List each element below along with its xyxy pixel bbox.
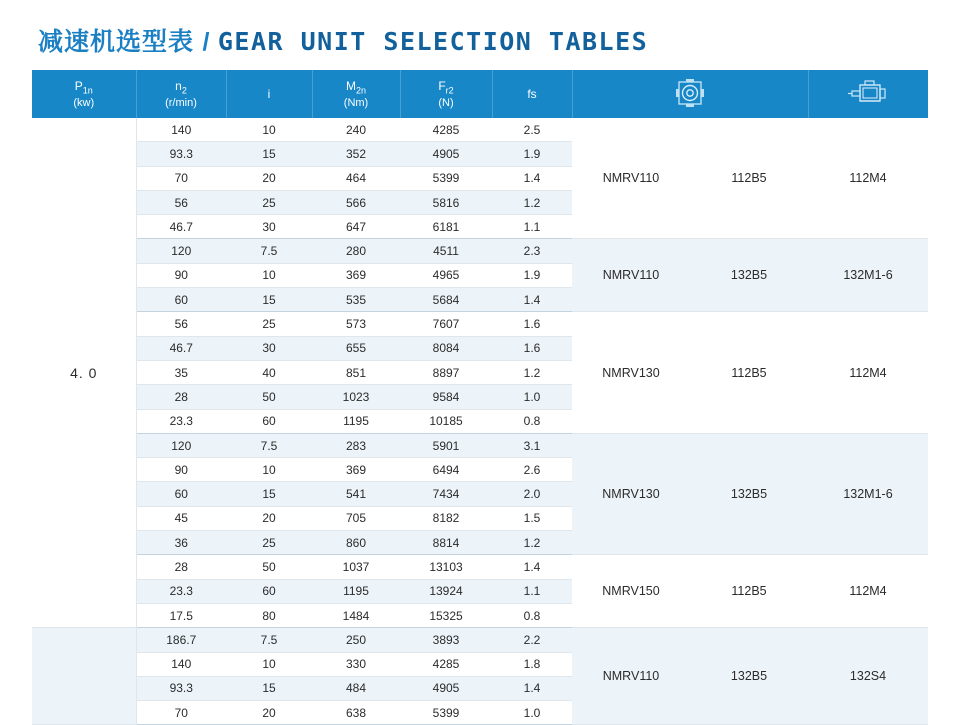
- cell-fs: 1.9: [492, 142, 572, 166]
- cell-flange-size: 132B5: [690, 433, 808, 554]
- cell-n2: 90: [136, 263, 226, 287]
- cell-fs: 2.2: [492, 628, 572, 652]
- column-header-fs: [492, 70, 572, 118]
- cell-fr2: 4285: [400, 652, 492, 676]
- cell-motor-model: 112M4: [808, 312, 928, 433]
- cell-fr2: 5399: [400, 701, 492, 725]
- cell-m2n: 240: [312, 118, 400, 142]
- cell-fs: 1.9: [492, 263, 572, 287]
- table-row: [32, 628, 928, 652]
- column-header-n2-sub: 2: [181, 85, 187, 96]
- cell-flange-size: 112B5: [690, 555, 808, 628]
- cell-fs: 1.4: [492, 676, 572, 700]
- cell-m2n: 573: [312, 312, 400, 336]
- cell-fs: 1.8: [492, 652, 572, 676]
- table-header: [32, 70, 928, 118]
- cell-n2: 60: [136, 288, 226, 312]
- cell-fr2: 4965: [400, 263, 492, 287]
- table-row: [32, 239, 928, 263]
- cell-fr2: 3893: [400, 628, 492, 652]
- cell-n2: 93.3: [136, 142, 226, 166]
- cell-n2: 140: [136, 118, 226, 142]
- cell-n2: 36: [136, 531, 226, 555]
- cell-fs: 1.2: [492, 531, 572, 555]
- page-title-cn: 减速机选型表: [38, 28, 195, 56]
- cell-fr2: 5816: [400, 190, 492, 214]
- cell-m2n: 330: [312, 652, 400, 676]
- cell-fr2: 10185: [400, 409, 492, 433]
- cell-m2n: 283: [312, 433, 400, 457]
- cell-i: 80: [226, 603, 312, 627]
- cell-m2n: 1195: [312, 409, 400, 433]
- cell-i: 25: [226, 531, 312, 555]
- cell-m2n: 1037: [312, 555, 400, 579]
- cell-i: 15: [226, 288, 312, 312]
- cell-n2: 23.3: [136, 579, 226, 603]
- gearbox-icon: [673, 78, 707, 111]
- cell-n2: 70: [136, 701, 226, 725]
- cell-gearbox-model: NMRV110: [572, 118, 690, 239]
- cell-fs: 2.0: [492, 482, 572, 506]
- cell-fr2: 8814: [400, 531, 492, 555]
- cell-fs: 1.0: [492, 385, 572, 409]
- column-header-i: [226, 70, 312, 118]
- column-header-i-main: i: [267, 87, 271, 101]
- cell-fs: 1.4: [492, 288, 572, 312]
- cell-fs: 1.1: [492, 215, 572, 239]
- cell-i: 30: [226, 215, 312, 239]
- cell-m2n: 851: [312, 360, 400, 384]
- cell-m2n: 566: [312, 190, 400, 214]
- cell-motor-model: 112M4: [808, 555, 928, 628]
- cell-gearbox-model: NMRV110: [572, 628, 690, 725]
- cell-n2: 28: [136, 385, 226, 409]
- cell-i: 60: [226, 579, 312, 603]
- cell-i: 25: [226, 190, 312, 214]
- cell-n2: 56: [136, 312, 226, 336]
- cell-fs: 2.6: [492, 458, 572, 482]
- cell-fr2: 4905: [400, 676, 492, 700]
- cell-n2: 23.3: [136, 409, 226, 433]
- cell-fr2: 5901: [400, 433, 492, 457]
- table-row: [32, 312, 928, 336]
- cell-fs: 1.6: [492, 336, 572, 360]
- table-row: [32, 555, 928, 579]
- cell-motor-model: 132S4: [808, 628, 928, 725]
- cell-i: 60: [226, 409, 312, 433]
- cell-fr2: 6494: [400, 458, 492, 482]
- cell-i: 7.5: [226, 628, 312, 652]
- cell-flange-size: 132B5: [690, 239, 808, 312]
- column-header-fr2-main: F: [438, 79, 446, 94]
- cell-m2n: 369: [312, 263, 400, 287]
- cell-i: 10: [226, 263, 312, 287]
- cell-fs: 1.4: [492, 555, 572, 579]
- cell-flange-size: 132B5: [690, 628, 808, 725]
- cell-fs: 1.0: [492, 701, 572, 725]
- cell-motor-model: 132M1-6: [808, 239, 928, 312]
- column-header-p1n: [32, 70, 136, 118]
- cell-n2: 60: [136, 482, 226, 506]
- cell-i: 7.5: [226, 433, 312, 457]
- cell-fr2: 4511: [400, 239, 492, 263]
- cell-fr2: 5684: [400, 288, 492, 312]
- motor-icon: [847, 78, 889, 111]
- cell-m2n: 1023: [312, 385, 400, 409]
- cell-flange-size: 112B5: [690, 312, 808, 433]
- cell-i: 7.5: [226, 239, 312, 263]
- page-title-en: GEAR UNIT SELECTION TABLES: [217, 27, 649, 56]
- cell-fr2: 15325: [400, 603, 492, 627]
- cell-m2n: 705: [312, 506, 400, 530]
- cell-i: 50: [226, 385, 312, 409]
- cell-i: 20: [226, 506, 312, 530]
- cell-i: 20: [226, 166, 312, 190]
- cell-m2n: 280: [312, 239, 400, 263]
- cell-m2n: 484: [312, 676, 400, 700]
- cell-fs: 2.3: [492, 239, 572, 263]
- cell-fs: 1.5: [492, 506, 572, 530]
- column-header-n2-main: n: [175, 79, 182, 94]
- cell-fr2: 7607: [400, 312, 492, 336]
- cell-n2: 46.7: [136, 215, 226, 239]
- cell-m2n: 860: [312, 531, 400, 555]
- column-header-gearbox: [572, 70, 808, 118]
- cell-motor-model: 132M1-6: [808, 433, 928, 554]
- cell-n2: 120: [136, 239, 226, 263]
- power-rating-cell-next: [32, 628, 136, 725]
- cell-fs: 3.1: [492, 433, 572, 457]
- cell-fs: 2.5: [492, 118, 572, 142]
- cell-m2n: 638: [312, 701, 400, 725]
- cell-i: 30: [226, 336, 312, 360]
- cell-fs: 1.1: [492, 579, 572, 603]
- column-header-fr2-sub: r2: [445, 85, 454, 96]
- cell-fr2: 5399: [400, 166, 492, 190]
- selection-table-wrapper: [32, 70, 928, 725]
- cell-fr2: 13103: [400, 555, 492, 579]
- cell-i: 40: [226, 360, 312, 384]
- cell-n2: 90: [136, 458, 226, 482]
- cell-i: 15: [226, 482, 312, 506]
- column-header-fs-main: fs: [527, 87, 537, 101]
- cell-fs: 1.4: [492, 166, 572, 190]
- column-header-m2n-sub: 2n: [355, 85, 366, 96]
- cell-m2n: 352: [312, 142, 400, 166]
- cell-fr2: 8084: [400, 336, 492, 360]
- cell-flange-size: 112B5: [690, 118, 808, 239]
- column-header-motor: [808, 70, 928, 118]
- cell-motor-model: 112M4: [808, 118, 928, 239]
- cell-fr2: 9584: [400, 385, 492, 409]
- cell-i: 10: [226, 118, 312, 142]
- cell-gearbox-model: NMRV110: [572, 239, 690, 312]
- table-header-row: [32, 70, 928, 118]
- cell-fs: 1.2: [492, 190, 572, 214]
- cell-m2n: 1484: [312, 603, 400, 627]
- cell-fr2: 8897: [400, 360, 492, 384]
- gear-unit-selection-table: [32, 70, 928, 725]
- cell-fs: 0.8: [492, 603, 572, 627]
- cell-gearbox-model: NMRV130: [572, 433, 690, 554]
- cell-fr2: 13924: [400, 579, 492, 603]
- cell-m2n: 535: [312, 288, 400, 312]
- page-title: [0, 0, 960, 70]
- cell-m2n: 464: [312, 166, 400, 190]
- cell-fr2: 4905: [400, 142, 492, 166]
- cell-m2n: 250: [312, 628, 400, 652]
- cell-m2n: 369: [312, 458, 400, 482]
- power-rating-cell: 4. 0: [32, 118, 136, 628]
- page-title-separator: /: [202, 28, 210, 56]
- column-header-p1n-main: P: [74, 79, 83, 94]
- cell-fr2: 6181: [400, 215, 492, 239]
- column-header-fr2: [400, 70, 492, 118]
- cell-i: 15: [226, 142, 312, 166]
- column-header-n2: [136, 70, 226, 118]
- table-body: [32, 118, 928, 725]
- cell-n2: 140: [136, 652, 226, 676]
- cell-n2: 56: [136, 190, 226, 214]
- cell-n2: 120: [136, 433, 226, 457]
- cell-i: 10: [226, 458, 312, 482]
- cell-n2: 28: [136, 555, 226, 579]
- cell-gearbox-model: NMRV130: [572, 312, 690, 433]
- cell-m2n: 541: [312, 482, 400, 506]
- column-header-m2n-main: M: [345, 79, 356, 94]
- cell-fs: 1.2: [492, 360, 572, 384]
- cell-i: 20: [226, 701, 312, 725]
- column-header-n2-unit: (r/min): [165, 96, 197, 109]
- cell-i: 15: [226, 676, 312, 700]
- cell-fr2: 7434: [400, 482, 492, 506]
- column-header-p1n-unit: (kw): [73, 96, 95, 109]
- cell-i: 25: [226, 312, 312, 336]
- table-row: [32, 118, 928, 142]
- cell-i: 10: [226, 652, 312, 676]
- cell-n2: 186.7: [136, 628, 226, 652]
- column-header-m2n-unit: (Nm): [343, 96, 369, 109]
- cell-i: 50: [226, 555, 312, 579]
- cell-n2: 70: [136, 166, 226, 190]
- column-header-fr2-unit: (N): [438, 96, 454, 109]
- column-header-m2n: [312, 70, 400, 118]
- cell-n2: 46.7: [136, 336, 226, 360]
- cell-fr2: 8182: [400, 506, 492, 530]
- table-row: [32, 433, 928, 457]
- cell-n2: 45: [136, 506, 226, 530]
- cell-m2n: 647: [312, 215, 400, 239]
- cell-m2n: 1195: [312, 579, 400, 603]
- cell-fs: 0.8: [492, 409, 572, 433]
- cell-n2: 93.3: [136, 676, 226, 700]
- cell-gearbox-model: NMRV150: [572, 555, 690, 628]
- cell-m2n: 655: [312, 336, 400, 360]
- column-header-p1n-sub: 1n: [82, 85, 93, 96]
- cell-n2: 17.5: [136, 603, 226, 627]
- cell-fr2: 4285: [400, 118, 492, 142]
- cell-fs: 1.6: [492, 312, 572, 336]
- cell-n2: 35: [136, 360, 226, 384]
